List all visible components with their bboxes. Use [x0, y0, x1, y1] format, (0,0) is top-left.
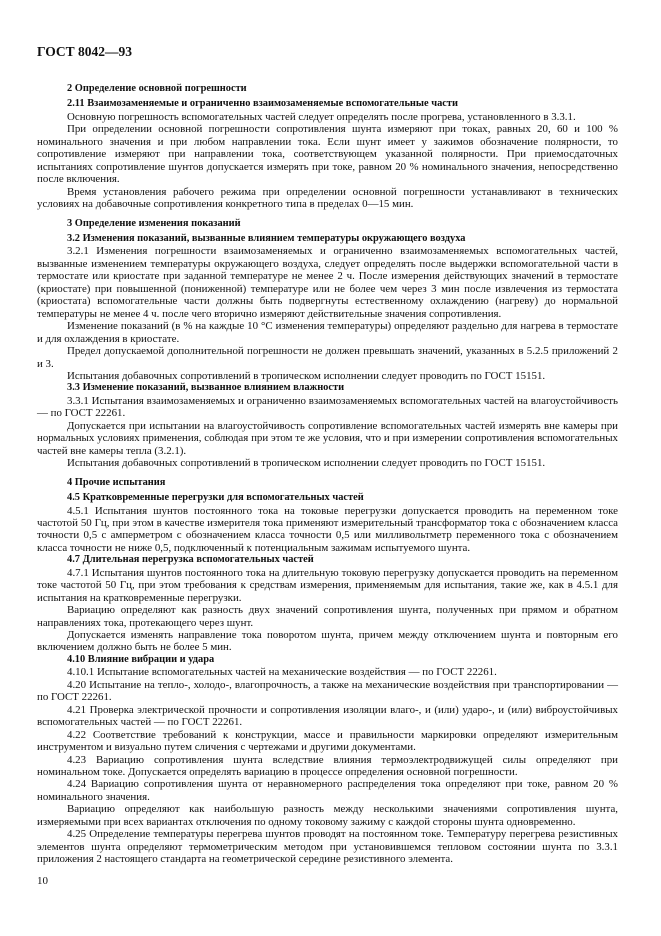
paragraph: Вариацию определяют как наибольшую разность между несколькими значениями сопротивления шунта, измеряемыми при всех вариантах отключения по одному токовому зажиму с каждой стороны шунта одновременно.	[37, 803, 618, 828]
paragraph: 4.23 Вариацию сопротивления шунта вследствие влияния термоэлектродвижущей силы определяют при номинальном токе. Допускается определять вариацию в процессе определения основной погрешности.	[37, 753, 618, 779]
page-number: 10	[37, 874, 48, 887]
subsection-heading: 3.3 Изменение показаний, вызванное влиянием влажности	[67, 382, 345, 394]
paragraph: 4.5.1 Испытания шунтов постоянного тока на токовые перегрузки допускается проводить на переменном токе частотой 50 Гц, при этом в качестве измерителя тока применяют измерительный трансформатор тока с обозначением класса точности 0,5 с амперметром с обозначением класса точности 0,5 или милливольтметр переменного тока с обозначением класса точности не ниже 0,5, подключенный к потенциальным зажимам испытуемого шунта.	[37, 504, 618, 554]
paragraph: 4.10.1 Испытание вспомогательных частей на механические воздействия — по ГОСТ 22261.	[67, 666, 497, 679]
paragraph: Основную погрешность вспомогательных частей следует определять после прогрева, установленного в 3.3.1.	[67, 110, 576, 123]
section-heading: 2 Определение основной погрешности	[67, 83, 247, 94]
document-header: ГОСТ 8042—93	[37, 44, 133, 59]
paragraph: Испытания добавочных сопротивлений в тропическом исполнении следует проводить по ГОСТ 15151.	[67, 369, 546, 382]
paragraph: 4.25 Определение температуры перегрева шунтов проводят на постоянном токе. Температуру перегрева резистивных элементов шунта определяют термометрическим методом при установившемся тепловом состоянии шунта по 3.3.1 приложения 2 настоящего стандарта на геометрической середине резистивного элемента.	[37, 828, 618, 866]
paragraph: Изменение показаний (в % на каждые 10 °С изменения температуры) определяют раздельно для нагрева в термостате и для охлаждения в криостате.	[37, 320, 618, 345]
section-heading: 3 Определение изменения показаний	[67, 217, 241, 229]
subsection-heading: 3.2 Изменения показаний, вызванные влиянием температуры окружающего воздуха	[67, 232, 466, 244]
paragraph: 4.7.1 Испытания шунтов постоянного тока на длительную токовую перегрузку допускается проводить на переменном токе частотой 50 Гц, при этом требования к средствам измерения, применяемым для испытания, такие же, как в 4.5.1 для испытания на кратковременные перегрузки.	[37, 566, 618, 604]
paragraph: 3.2.1 Изменения погрешности взаимозаменяемых и ограниченно взаимозаменяемых вспомогательных частей, вызванные изменением температуры окружающего воздуха, следует определять после выдержки вспомогательной части в термостате или криостате при заданной температуре не менее 2 ч. После измерения действующих значений в термостате (криостате) при повышенной (пониженной) температуре или не более чем через 3 мин после извлечения из термостата (криостата) вспомогательные части должны быть подвергнуты естественному охлаждению (нагреву) до нормальной температуры не менее 4 ч. после чего вторично измеряют действительные значения сопротивления.	[37, 245, 618, 320]
paragraph: 4.21 Проверка электрической прочности и сопротивления изоляции влаго-, и (или) ударо-, и (или) виброустойчивых вспомогательных частей — по ГОСТ 22261.	[37, 703, 618, 729]
section-heading: 4 Прочие испытания	[67, 476, 166, 488]
paragraph: 4.22 Соответствие требований к конструкции, массе и правильности маркировки определяют измерительным инструментом и визуально путем сличения с чертежами и другими документами.	[37, 728, 618, 754]
paragraph: 4.24 Вариацию сопротивления шунта от неравномерного распределения тока определяют при токе, равном 20 % номинального значения.	[37, 778, 618, 803]
paragraph: Предел допускаемой дополнительной погрешности не должен превышать значений, указанных в 5.2.5 приложений 2 и 3.	[37, 345, 618, 370]
paragraph: Допускается изменять направление тока поворотом шунта, причем между отключением шунта и повторным его включением должно быть не более 5 мин.	[37, 629, 618, 654]
document-body	[37, 83, 618, 866]
paragraph: 3.3.1 Испытания взаимозаменяемых и ограниченно взаимозаменяемых вспомогательных частей на влагоустойчивость — по ГОСТ 22261.	[37, 394, 618, 420]
subsection-heading: 4.7 Длительная перегрузка вспомогательных частей	[67, 554, 314, 566]
subsection-heading: 4.10 Влияние вибрации и удара	[67, 653, 215, 665]
paragraph: При определении основной погрешности сопротивления шунта измеряют при токах, равных 20, 60 и 100 % номинального значения и при любом направлении тока. Если шунт имеет у зажимов обозначение полярности, то сопротивление измеряют при направлении тока, соответствующем указанной полярности. При приемосдаточных испытаниях сопротивление шунтов допускается измерять при токе, равном 20 % номинального значения, непосредственно после включения.	[37, 123, 618, 186]
paragraph: Испытания добавочных сопротивлений в тропическом исполнении следует проводить по ГОСТ 15151.	[67, 457, 546, 470]
paragraph: Вариацию определяют как разность двух значений сопротивления шунта, полученных при прямом и обратном направлениях тока, протекающего через шунт.	[37, 604, 618, 629]
paragraph: Допускается при испытании на влагоустойчивость сопротивление вспомогательных частей измерять вне камеры при нормальных условиях применения, соблюдая при этом те же условия, что и при измерении сопротивления вспомогательных частей вне камеры тепла (3.2.1).	[37, 419, 618, 457]
subsection-heading: 2.11 Взаимозаменяемые и ограниченно взаимозаменяемые вспомогательные части	[67, 98, 459, 110]
paragraph: Время установления рабочего режима при определении основной погрешности устанавливают в технических условиях на добавочные сопротивления конкретного типа в пределах 0—15 мин.	[37, 185, 618, 211]
paragraph: 4.20 Испытание на тепло-, холодо-, влагопрочность, а также на механические воздействия при транспортировании — по ГОСТ 22261.	[37, 678, 618, 704]
subsection-heading: 4.5 Кратковременные перегрузки для вспомогательных частей	[67, 492, 364, 504]
